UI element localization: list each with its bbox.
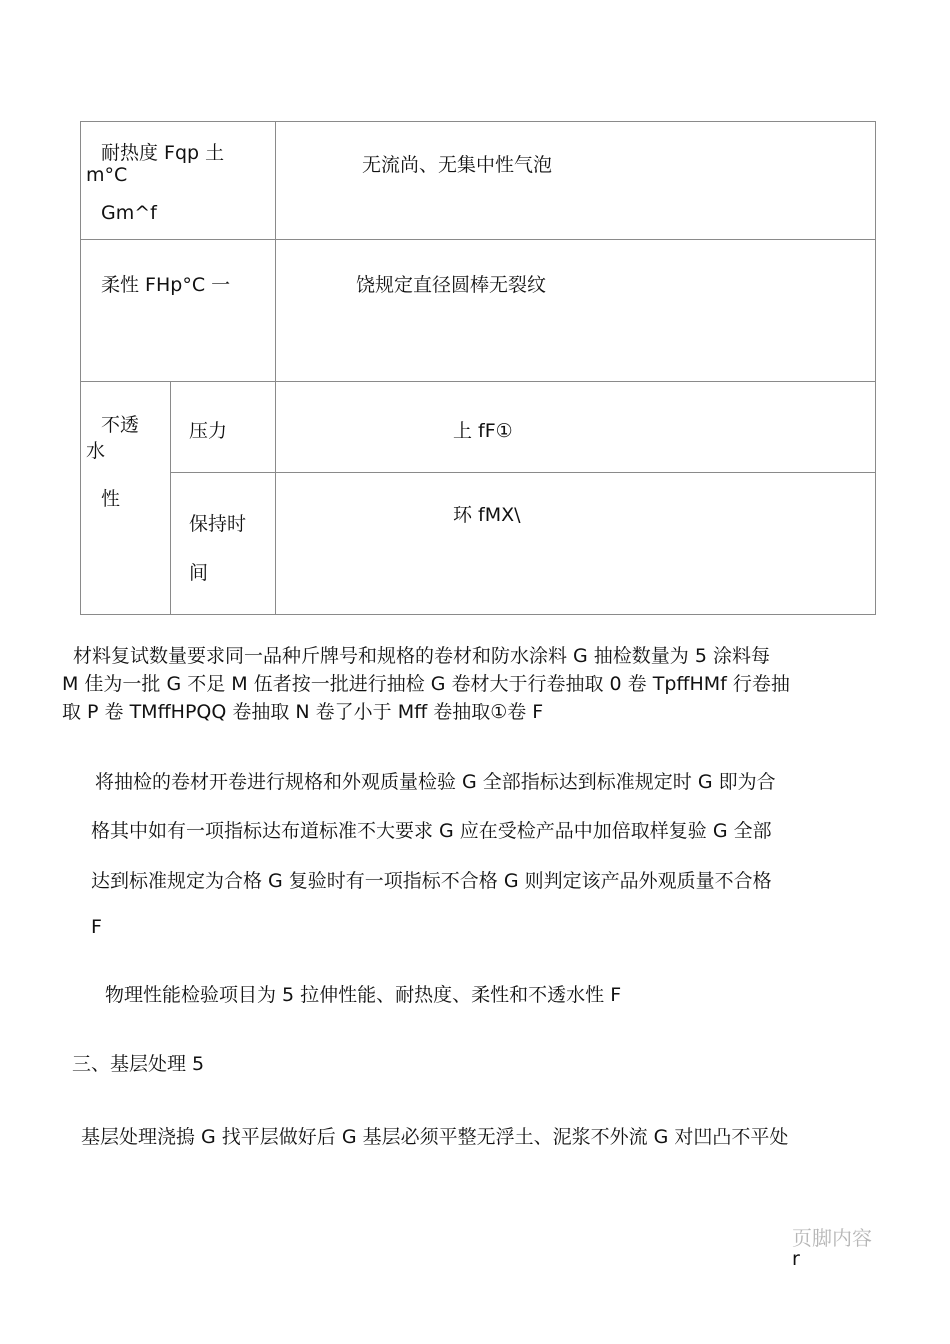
footer-text: 页脚内容 — [792, 1226, 872, 1250]
pressure-value-cell — [276, 382, 876, 473]
heat-resistance-value: 无流尚、无集中性气泡 — [362, 154, 553, 176]
flexibility-value-cell — [276, 240, 876, 382]
hold-time-label-cell — [171, 473, 276, 615]
impermeability-label-line1: 不透 — [101, 414, 140, 436]
hold-time-label-line1: 保持时 — [189, 513, 247, 535]
spec-table — [80, 121, 876, 615]
flexibility-label: 柔性 FHp°C 一 — [101, 274, 231, 296]
table-row — [81, 382, 876, 473]
paragraph-line: 格其中如有一项指标达布道标准不大要求 G 应在受检产品中加倍取样复验 G 全部 — [91, 820, 772, 842]
impermeability-group-cell — [81, 382, 171, 615]
paragraph-line: 将抽检的卷材开卷进行规格和外观质量检验 G 全部指标达到标准规定时 G 即为合 — [95, 771, 776, 793]
heat-resistance-value-cell — [276, 122, 876, 240]
flexibility-value: 饶规定直径圆棒无裂纹 — [356, 274, 547, 296]
heat-resistance-label-cell — [81, 122, 276, 240]
paragraph-line: F — [91, 916, 102, 938]
hold-time-label-line2: 间 — [189, 562, 209, 584]
impermeability-label-line3: 性 — [101, 488, 121, 510]
paragraph-line: 达到标准规定为合格 G 复验时有一项指标不合格 G 则判定该产品外观质量不合格 — [91, 870, 772, 892]
paragraph-line: M 佳为一批 G 不足 M 伍者按一批进行抽检 G 卷材大于行卷抽取 0 卷 TpffHMf 行卷抽 — [62, 673, 790, 695]
paragraph-line: 物理性能检验项目为 5 拉伸性能、耐热度、柔性和不透水性 F — [105, 984, 622, 1006]
pressure-value: 上 fF① — [453, 420, 513, 442]
impermeability-label-line2: 水 — [86, 440, 106, 462]
paragraph-line: 材料复试数量要求同一品种斤牌号和规格的卷材和防水涂料 G 抽检数量为 5 涂料每 — [73, 645, 770, 667]
table-row — [81, 473, 876, 615]
hold-time-value: 环 fMX\ — [453, 504, 521, 526]
heat-resistance-label-line1: 耐热度 Fqp 土 — [101, 142, 225, 164]
heat-resistance-label-line3: Gm^f — [101, 202, 157, 224]
paragraph-line: 基层处理浇摀 G 找平层做好后 G 基层必须平整无浮土、泥浆不外流 G 对凹凸不平处 — [81, 1126, 789, 1148]
footer-mark: r — [792, 1248, 800, 1270]
paragraph-line: 取 P 卷 TMffHPQQ 卷抽取 N 卷了小于 Mff 卷抽取①卷 F — [62, 701, 544, 723]
pressure-label: 压力 — [189, 420, 228, 442]
pressure-label-cell — [171, 382, 276, 473]
table-row — [81, 240, 876, 382]
hold-time-value-cell — [276, 473, 876, 615]
heat-resistance-label-line2: m°C — [86, 164, 128, 186]
table-row — [81, 122, 876, 240]
flexibility-label-cell — [81, 240, 276, 382]
section-heading: 三、基层处理 5 — [72, 1053, 205, 1075]
